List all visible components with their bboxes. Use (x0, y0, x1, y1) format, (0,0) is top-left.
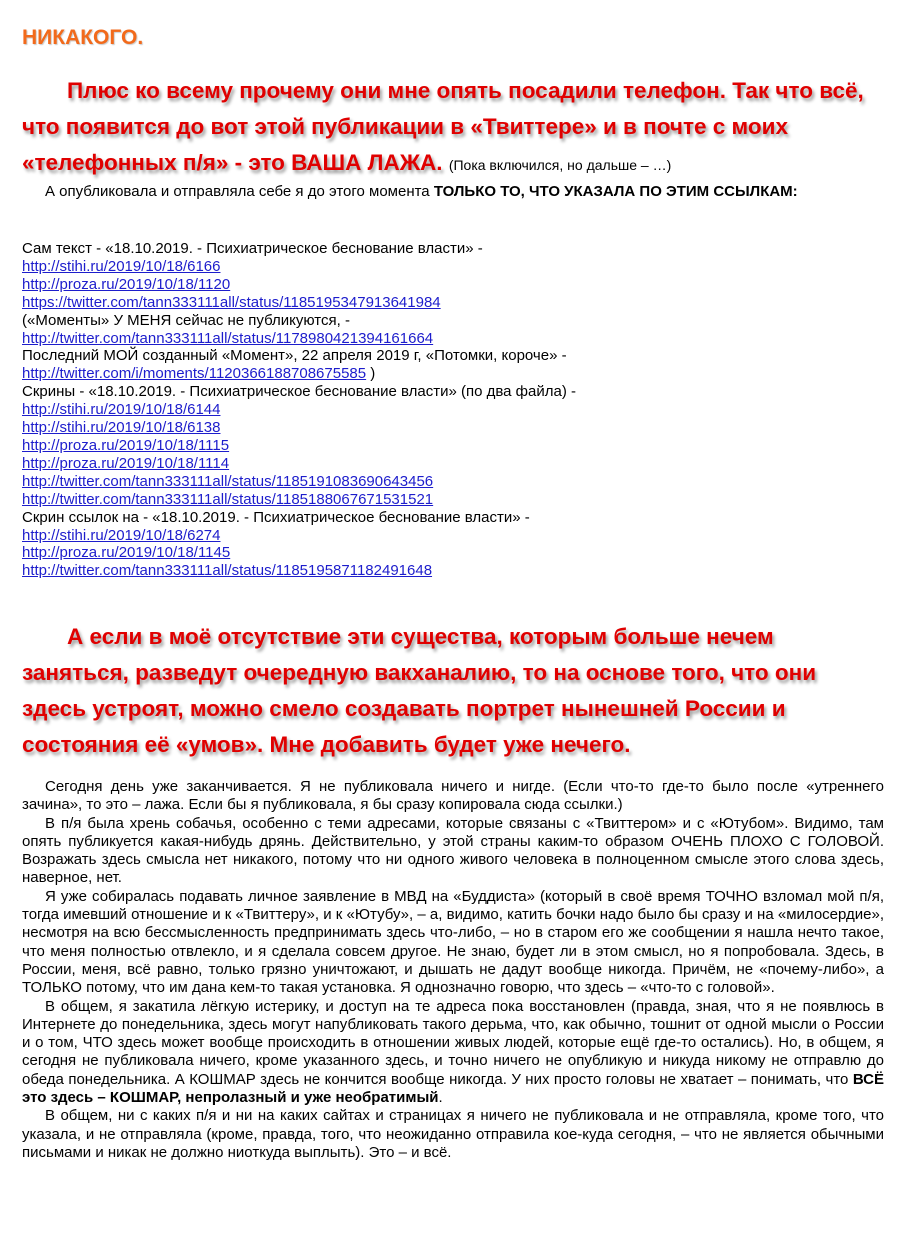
screen-link-twitter-1[interactable]: http://twitter.com/tann333111all/status/1185191083690643456 (22, 472, 434, 490)
links-screen-link-proza[interactable]: http://proza.ru/2019/10/18/1145 (22, 544, 231, 562)
links-screen-link-twitter[interactable]: http://twitter.com/tann333111all/status/1185195871182491648 (22, 562, 433, 580)
body-paragraph: Сегодня день уже заканчивается. Я не публиковала ничего и нигде. (Если что-то где-то было после «утреннего зачина», то это – лажа. Если бы я публиковала, я бы сразу копировала сюда ссылки.) (22, 778, 884, 814)
last-moment-close: ) (366, 365, 376, 383)
body-paragraph-end: . (438, 1089, 443, 1107)
body-paragraph: В общем, ни с каких п/я и ни на каких сайтах и страницах я ничего не публиковала и не отправляла, кроме того, что указала, и не отправляла (кроме, правда, того, что неожиданно отправила кое-куда сегодня, – что не является обычными письмами и никак не должно ниоткуда выплыть). Это – и всё. (22, 1107, 884, 1161)
screen-link-proza-1[interactable]: http://proza.ru/2019/10/18/1115 (22, 436, 230, 454)
text-link-stihi[interactable]: http://stihi.ru/2019/10/18/6166 (22, 257, 221, 275)
screen-link-stihi-2[interactable]: http://stihi.ru/2019/10/18/6138 (22, 419, 221, 437)
body-paragraph-bold: ВСЁ это здесь – КОШМАР, непролазный и уже необратимый (22, 1070, 884, 1107)
screen-link-stihi-1[interactable]: http://stihi.ru/2019/10/18/6144 (22, 401, 221, 419)
moments-note: («Моменты» У МЕНЯ сейчас не публикуются, - (22, 311, 350, 329)
red-paragraph-phone-note: (Пока включился, но дальше – …) (448, 157, 672, 173)
moments-link[interactable]: http://twitter.com/tann333111all/status/1178980421394161664 (22, 329, 434, 347)
screen-link-proza-2[interactable]: http://proza.ru/2019/10/18/1114 (22, 454, 230, 472)
red-paragraph-phone (22, 73, 884, 183)
body-text (22, 778, 884, 1162)
text-link-twitter[interactable]: https://twitter.com/tann333111all/status/1185195347913641984 (22, 293, 441, 311)
text-link-proza[interactable]: http://proza.ru/2019/10/18/1120 (22, 275, 231, 293)
red-paragraph-phone-text: Плюс ко всему прочему они мне опять посадили телефон. Так что всё, что появится до вот этой публикации в «Твиттере» и в почте с моих «телефонных п/я» - это ВАША ЛАЖА. (22, 78, 864, 175)
last-moment-link[interactable]: http://twitter.com/i/moments/1120366188708675585 (22, 365, 367, 383)
page-heading: НИКАКОГО. (22, 26, 144, 49)
body-paragraph: Я уже собиралась подавать личное заявление в МВД на «Буддиста» (который в своё время ТОЧНО взломал мой п/я, тогда имевший отношение и к «Твиттеру», и к «Ютубу», – а, видимо, катить бочки надо было бы сразу и на «милосердие», несмотря на всю бессмысленность предпринимать здесь что-либо, – но в старом его же сообщении я нашла нечто такое, что меня полностью отвлекло, и я сделала совсем другое. Не знаю, будет ли в этом смысл, но я попробовала. Здесь, в России, меня, всё равно, только грязно уничтожают, и дышать не дадут вообще никогда. Причём, не «почему-либо», а ТОЛЬКО потому, что им дана кем-то такая установка. Я однозначно говорю, что здесь – «что-то с головой». (22, 887, 884, 997)
intro-bold: ТОЛЬКО ТО, ЧТО УКАЗАЛА ПО ЭТИМ ССЫЛКАМ: (433, 183, 798, 200)
links-screen-link-stihi[interactable]: http://stihi.ru/2019/10/18/6274 (22, 526, 221, 544)
intro-paragraph (22, 182, 884, 201)
intro-text: А опубликовала и отправляла себе я до этого момента (45, 183, 434, 200)
last-moment-label: Последний МОЙ созданный «Момент», 22 апреля 2019 г, «Потомки, короче» - (22, 347, 567, 365)
screens-label: Скрины - «18.10.2019. - Психиатрическое беснование власти» (по два файла) - (22, 383, 576, 401)
body-paragraph (22, 998, 884, 1108)
red-paragraph-absence (22, 619, 884, 763)
body-paragraph-text: В общем, я закатила лёгкую истерику, и доступ на те адреса пока восстановлен (правда, зная, что я не появлюсь в Интернете до понедельника, здесь могут напубликовать такого дерьма, что, как обычно, тошнит от одной мысли о России и о том, ЧТО здесь может вообще происходить в отношении живых людей, которые ещё где-то остались). Но, в общем, я сегодня не публиковала ничего, кроме указанного здесь, и точно ничего не опубликую и никуда никому не отправлю до обеда понедельника. А КОШМАР здесь не кончится вообще никогда. У них просто головы не хватает – понимать, что (22, 997, 884, 1088)
links-list (22, 240, 884, 580)
body-paragraph: В п/я была хрень собачья, особенно с теми адресами, которые связаны с «Твиттером» и с «Ютубом». Видимо, там опять публикуется какая-нибудь дрянь. Действительно, у этой страны каким-то образом ОЧЕНЬ ПЛОХО С ГОЛОВОЙ. Возражать здесь смысла нет никакого, потому что ни одного живого человека в полноценном смысле этого слова здесь, наверное, нет. (22, 814, 884, 887)
text-label: Сам текст - «18.10.2019. - Психиатрическое беснование власти» - (22, 240, 483, 257)
red-paragraph-absence-text: А если в моё отсутствие эти существа, которым больше нечем заняться, разведут очередную вакханалию, то на основе того, что они здесь устроят, можно смело создавать портрет нынешней России и состояния её «умов». Мне добавить будет уже нечего. (22, 624, 817, 757)
links-screen-label: Скрин ссылок на - «18.10.2019. - Психиатрическое беснование власти» - (22, 508, 530, 526)
screen-link-twitter-2[interactable]: http://twitter.com/tann333111all/status/1185188067671531521 (22, 490, 434, 508)
